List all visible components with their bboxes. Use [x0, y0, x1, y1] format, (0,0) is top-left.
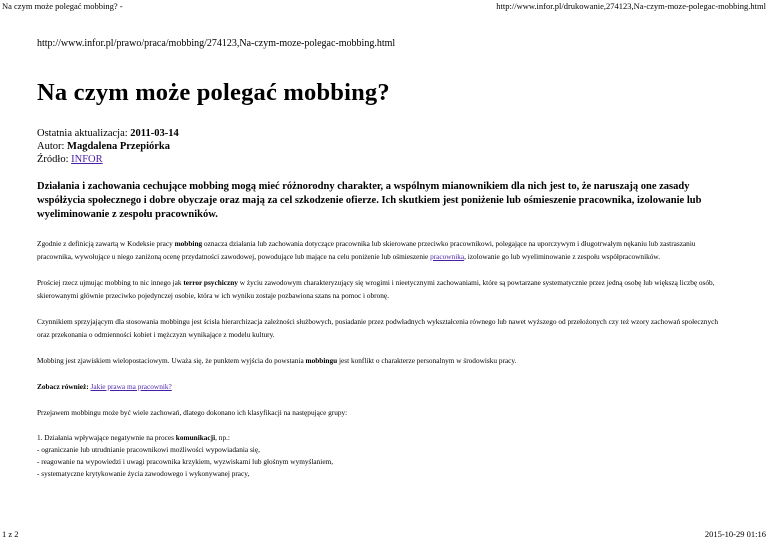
see-also-label: Zobacz również:	[37, 382, 89, 391]
p4-text-before: Mobbing jest zjawiskiem wielopostaciowym. Uważa się, że punktem wyjścia do powstania	[37, 356, 306, 365]
paragraph-factors: Czynnikiem sprzyjającym dla stosowania mobbingu jest ścisła hierarchizacja zależności służbowych, posiadanie przez podwładnych wykształcenia równego lub nawet wyższego od przełożonych czy też wzory zachowań społecznych oraz przekonania o odmienności kobiet i mężczyzn wynikające z modelu kultury.	[37, 317, 718, 339]
meta-source-label: Źródło:	[37, 154, 69, 165]
list-heading-bold: komunikacji	[175, 433, 216, 442]
list-heading-after: , np.:	[215, 433, 230, 442]
paragraph-see-also	[37, 380, 729, 393]
print-header-title: Na czym może polegać mobbing? -	[2, 1, 123, 11]
p1-bold-term: mobbing	[174, 239, 203, 248]
p1-text-before: Zgodnie z definicją zawartą w Kodeksie pracy	[37, 239, 175, 248]
paragraph-terror	[37, 276, 729, 302]
list-item: - reagowanie na wypowiedzi i uwagi pracownika krzykiem, wyzwiskami lub głośnym wymyślaniem,	[37, 457, 334, 466]
print-footer-datetime: 2015-10-29 01:16	[704, 529, 766, 539]
article-url: http://www.infor.pl/prawo/praca/mobbing/274123,Na-czym-moze-polegac-mobbing.html	[37, 38, 396, 49]
p1-text-middle: oznacza działania lub zachowania dotyczące pracownika lub skierowane przeciwko pracownikowi, polegające na uporczywym i długotrwałym nękaniu lub zastraszaniu pracownika, wywołujące u niego zaniżoną ocenę przydatności zawodowej, powodujące lub mające na celu poniżenie lub ośmieszenie	[37, 239, 696, 261]
p1-link-pracownika[interactable]: pracownika	[430, 252, 465, 261]
list-item: - systematyczne krytykowanie życia zawodowego i wykonywanej pracy,	[37, 469, 250, 478]
paragraph-origin	[37, 354, 729, 367]
paragraph-definition	[37, 237, 729, 263]
meta-source	[37, 153, 729, 166]
meta-author-value: Magdalena Przepiórka	[67, 141, 170, 152]
print-footer-page: 1 z 2	[2, 529, 19, 539]
paragraph-classification: Przejawem mobbingu może być wiele zachowań, dlatego dokonano ich klasyfikacji na następujące grupy:	[37, 408, 348, 417]
p2-bold-term: terror psychiczny	[183, 278, 238, 287]
behavior-list	[37, 432, 729, 480]
see-also-link[interactable]: Jakie prawa ma pracownik?	[90, 382, 172, 391]
p4-bold-term: mobbingu	[305, 356, 338, 365]
list-item: - ograniczanie lub utrudnianie pracownikowi możliwości wypowiadania się,	[37, 445, 260, 454]
page-title: Na czym może polegać mobbing?	[37, 79, 390, 106]
list-heading-before: 1. Działania wpływające negatywnie na proces	[37, 433, 176, 442]
p2-text-after: w życiu zawodowym charakteryzujący się wrogimi i nieetycznymi zachowaniami, które są powtarzane systematycznie przez jedną osobę lub większą liczbę osób, skierowanymi głównie przeciwko pojedynczej osobie, która w ich wyniku zostaje pozbawiona szans na pomoc i obronę.	[37, 278, 715, 300]
p2-text-before: Prościej rzecz ujmując mobbing to nic innego jak	[37, 278, 184, 287]
meta-updated-value: 2011-03-14	[130, 128, 179, 139]
print-header-url: http://www.infor.pl/drukowanie,274123,Na-czym-moze-polegac-mobbing.html	[496, 1, 766, 11]
p1-text-after: , izolowanie go lub wyeliminowanie z zespołu współpracowników.	[464, 252, 661, 261]
meta-updated-label: Ostatnia aktualizacja:	[37, 128, 128, 139]
meta-updated	[37, 127, 729, 140]
list-heading	[37, 432, 729, 444]
meta-author-label: Autor:	[37, 141, 65, 152]
p4-text-after: jest konflikt o charakterze personalnym w środowisku pracy.	[337, 356, 517, 365]
article	[37, 38, 729, 480]
meta-source-link[interactable]: INFOR	[71, 154, 103, 165]
article-lead: Działania i zachowania cechujące mobbing mogą mieć różnorodny charakter, a wspólnym mianownikiem dla nich jest to, że naruszają one zasady współżycia społecznego i dobre obyczaje oraz mają za cel szkodzenie ofierze. Ich skutkiem jest poniżenie lub ośmieszenie pracownika, izolowanie lub wyeliminowanie z zespołu pracowników.	[37, 181, 702, 220]
article-meta	[37, 127, 729, 166]
meta-author	[37, 140, 729, 153]
